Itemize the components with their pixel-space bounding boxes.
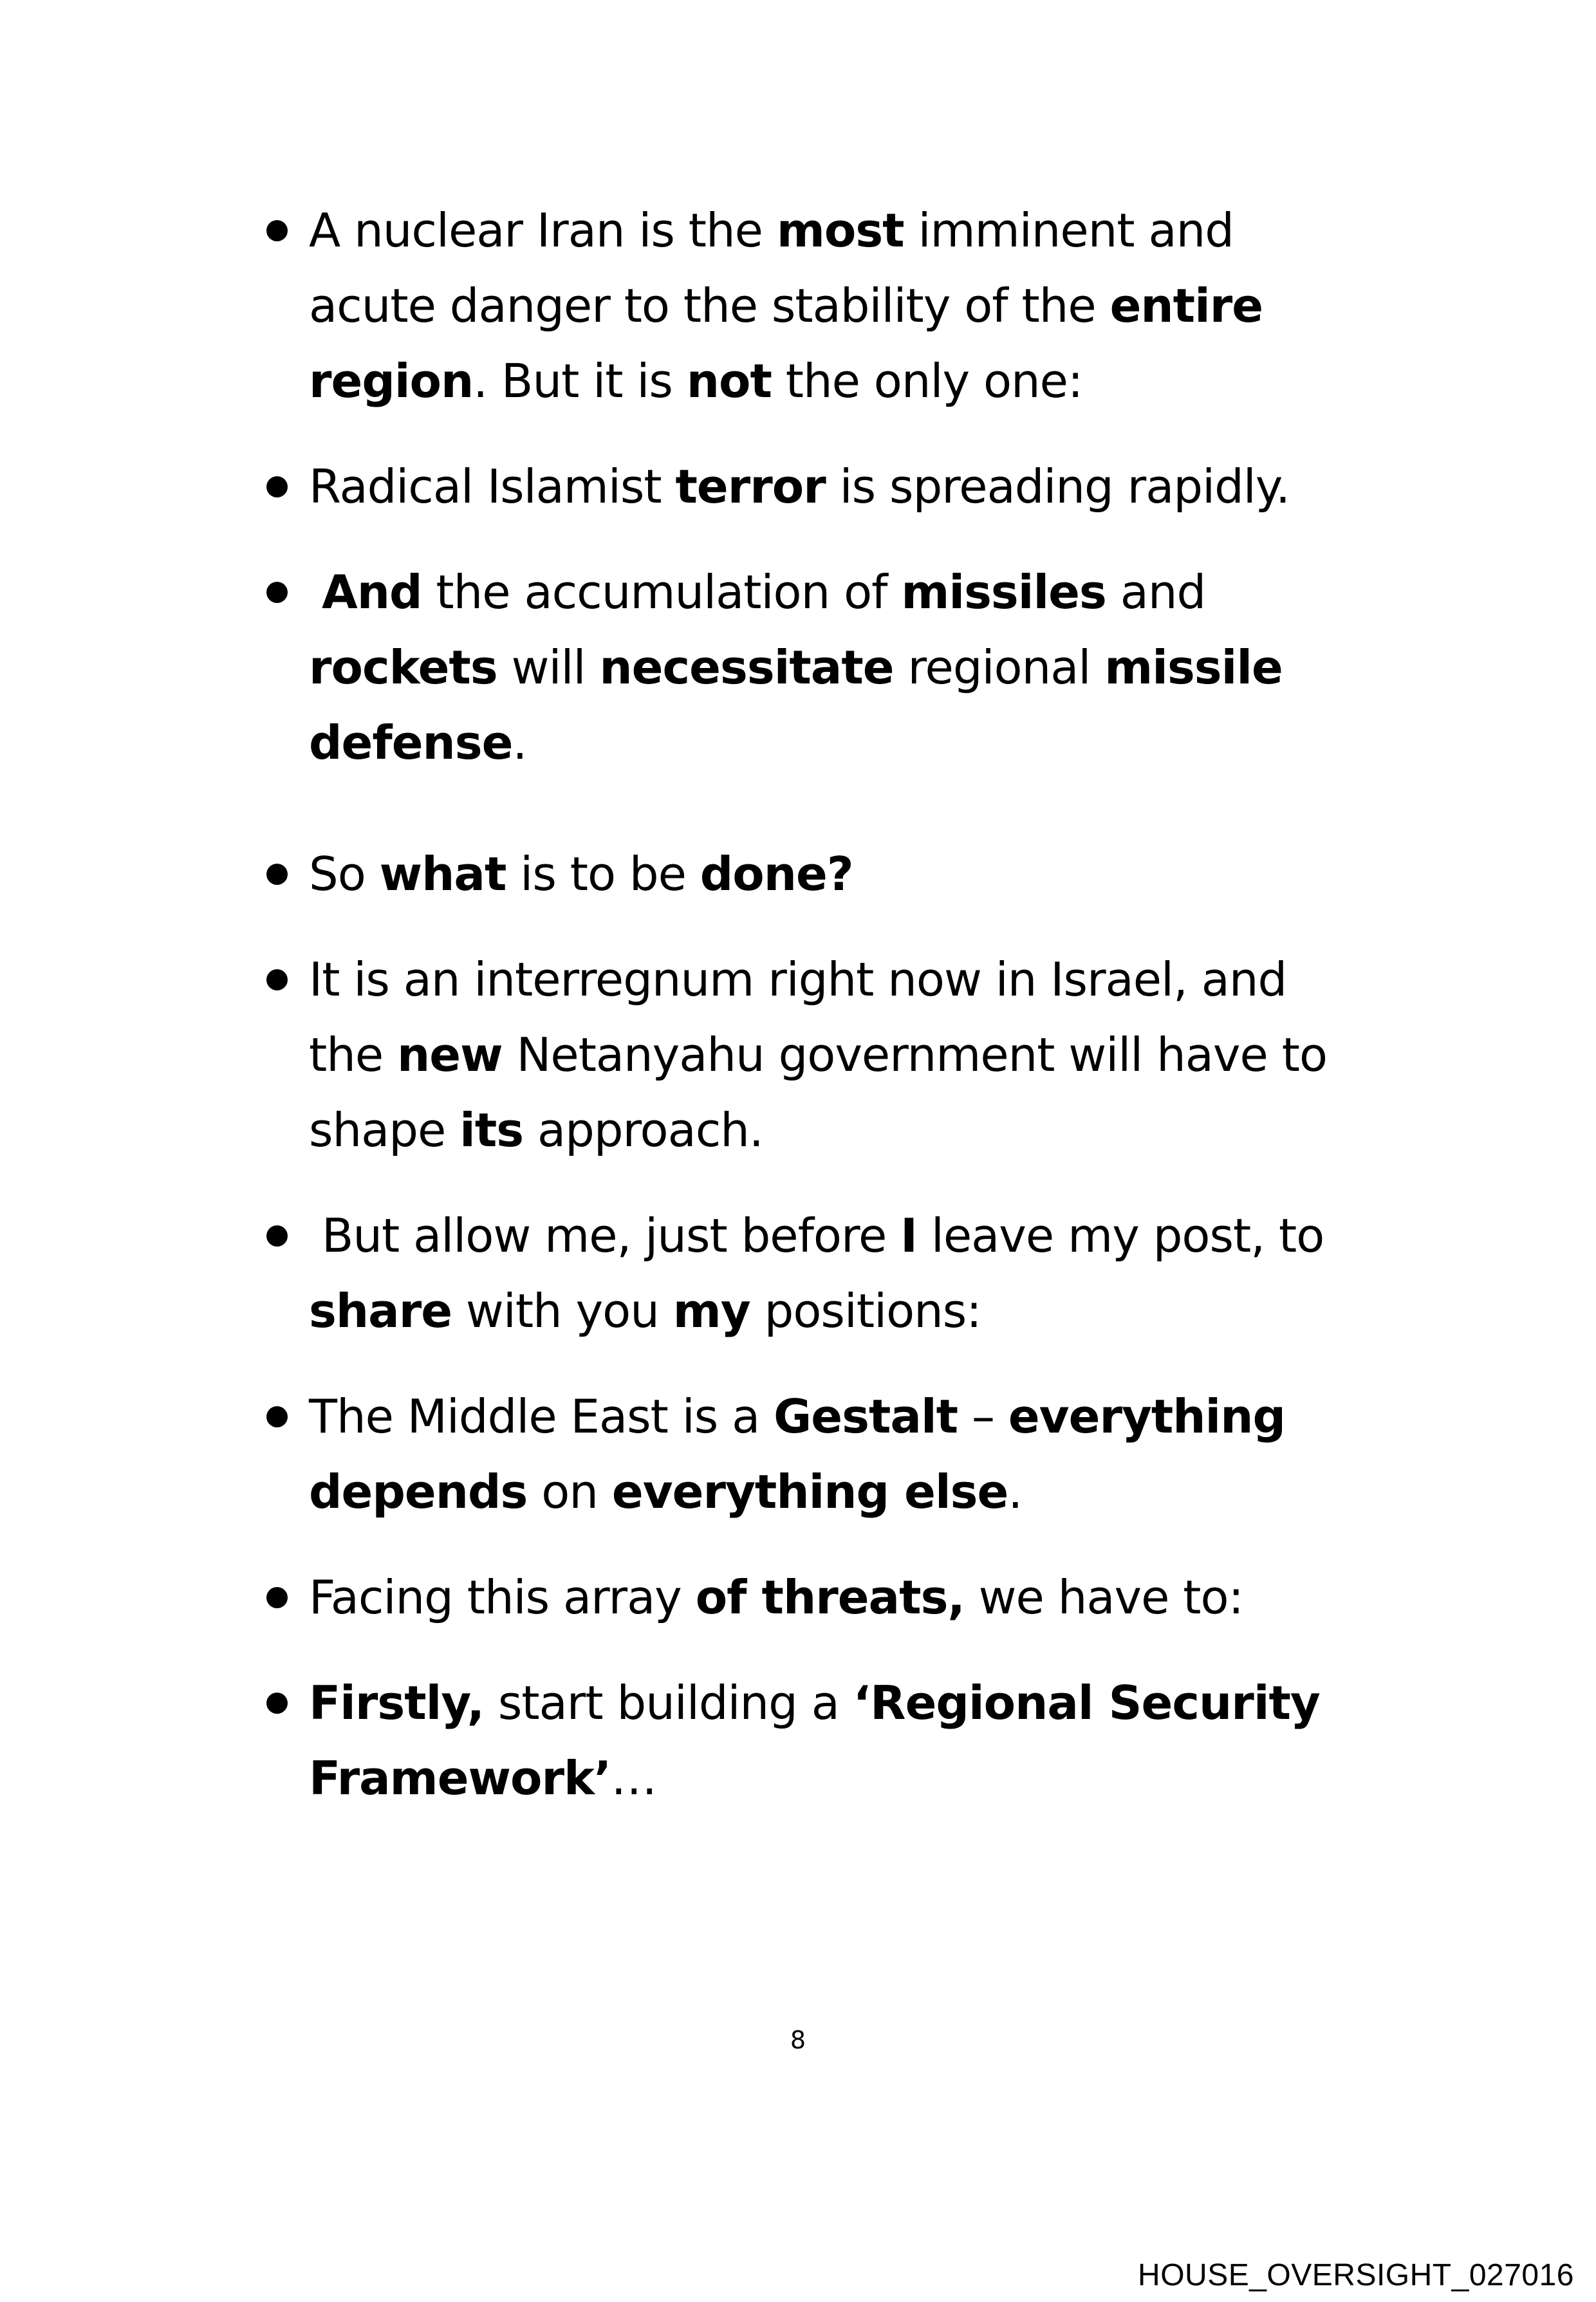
bullet-text: Firstly, start building a ‘Regional Security Framework’… (309, 1676, 1320, 1805)
bullet-dot-icon (266, 1225, 288, 1247)
bullet-item (309, 1379, 1371, 1530)
bullet-text: And the accumulation of missiles and rockets will necessitate regional missile defense. (309, 565, 1283, 770)
bullet-item (309, 837, 1371, 912)
bullet-text: A nuclear Iran is the most imminent and acute danger to the stability of the entire region. But it is not the only one: (309, 203, 1263, 408)
bullet-text: It is an interregnum right now in Israel, and the new Netanyahu government will have to shape its approach. (309, 952, 1327, 1157)
bullet-dot-icon (266, 864, 288, 885)
bullet-dot-icon (266, 582, 288, 603)
bullet-dot-icon (266, 969, 288, 990)
bullet-dot-icon (266, 1406, 288, 1427)
bullet-text: The Middle East is a Gestalt – everything depends on everything else. (309, 1389, 1286, 1519)
bullet-dot-icon (266, 220, 288, 241)
bates-stamp: HOUSE_OVERSIGHT_027016 (1138, 2258, 1574, 2292)
bullet-item (309, 942, 1371, 1168)
bullet-text: But allow me, just before I leave my post, to share with you my positions: (309, 1209, 1324, 1338)
bullet-item (309, 1666, 1371, 1816)
bullet-item (309, 1198, 1371, 1349)
bullet-item (309, 555, 1371, 781)
page-number: 8 (790, 2026, 806, 2054)
bullet-item (309, 1560, 1371, 1635)
bullet-item (309, 193, 1371, 419)
bullet-item (309, 449, 1371, 524)
bullet-dot-icon (266, 1693, 288, 1714)
bullet-dot-icon (266, 476, 288, 497)
bullet-dot-icon (266, 1587, 288, 1608)
bullet-text: Facing this array of threats, we have to: (309, 1570, 1243, 1624)
bullet-text: Radical Islamist terror is spreading rapidly. (309, 459, 1290, 514)
bullet-text: So what is to be done? (309, 847, 853, 901)
